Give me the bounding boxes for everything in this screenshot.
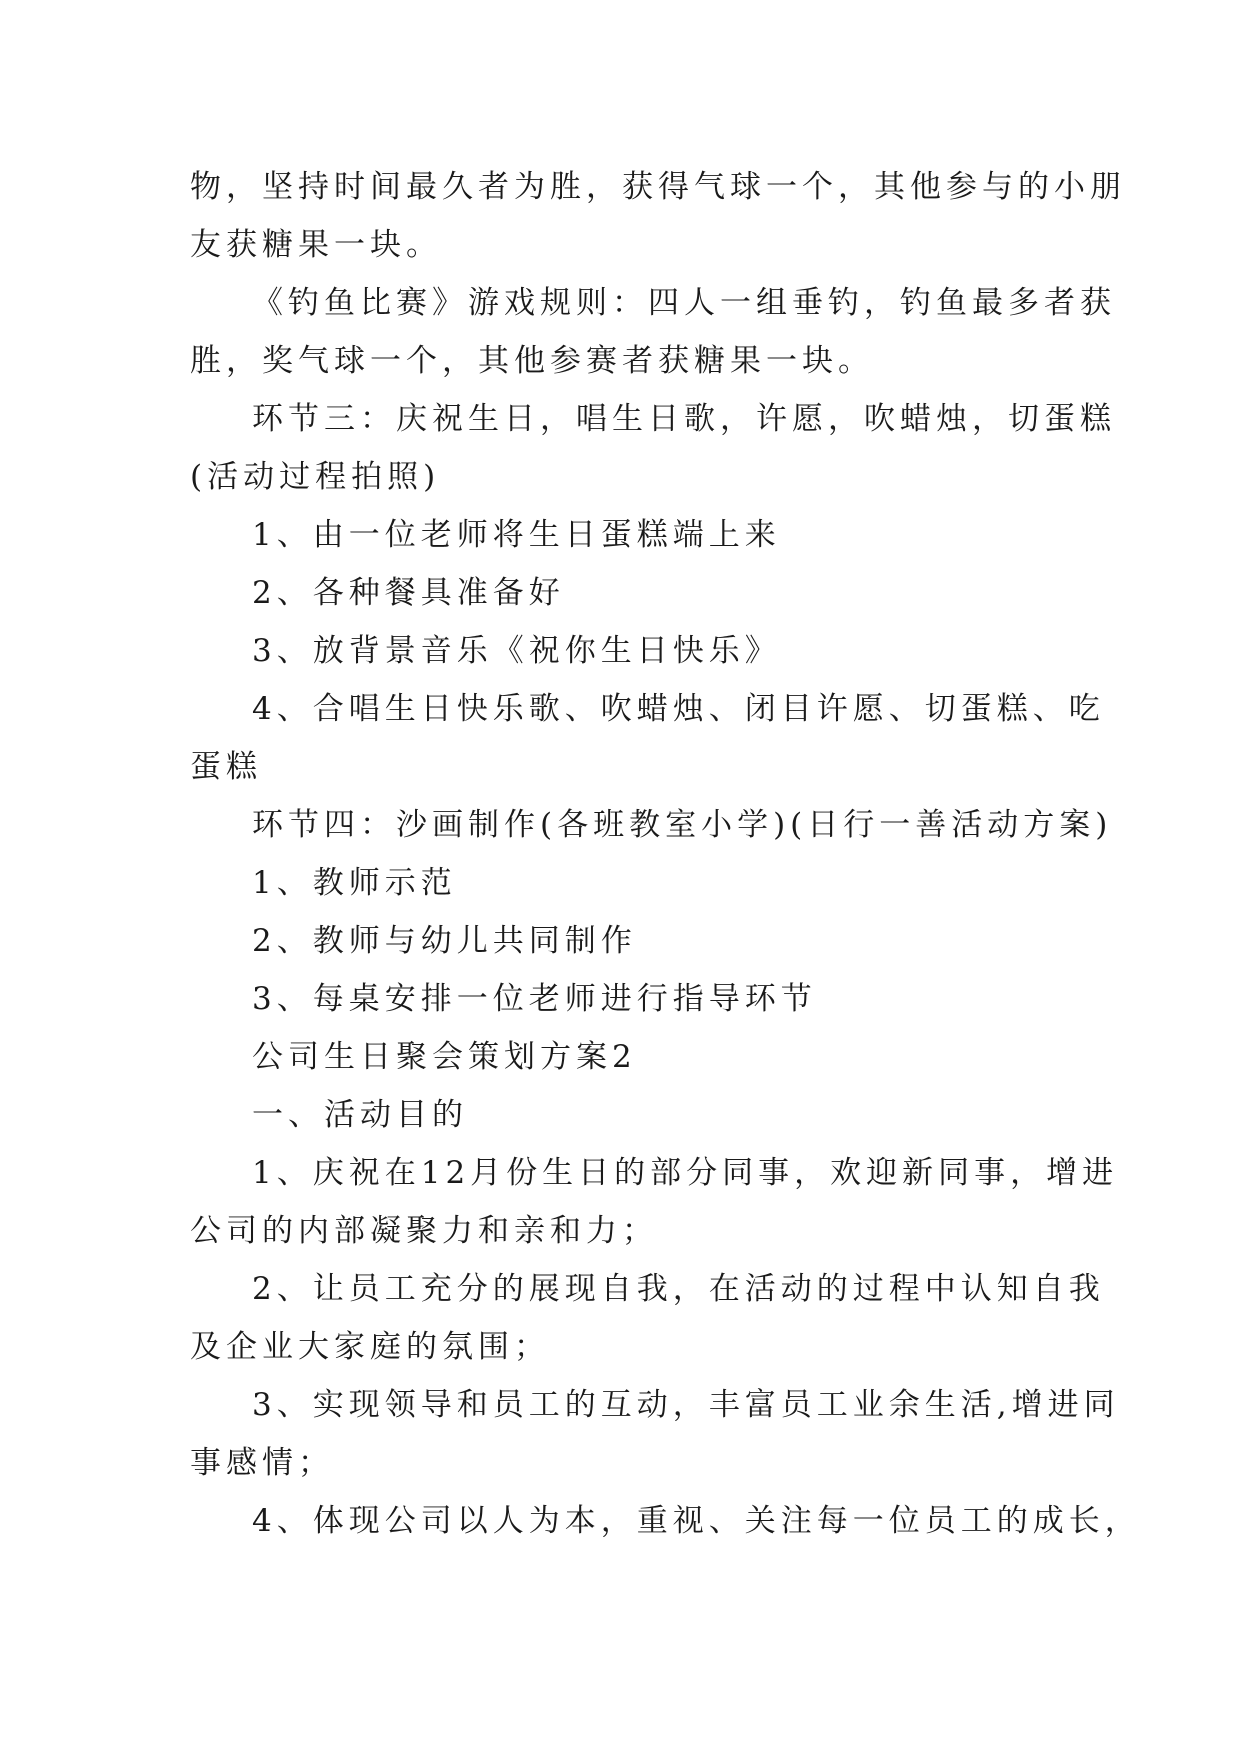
text-line: (活动过程拍照) xyxy=(190,459,441,495)
section-title: 公司生日聚会策划方案2 xyxy=(252,1039,637,1075)
text-line: 2、各种餐具准备好 xyxy=(252,575,565,611)
text-line: 事感情； xyxy=(190,1445,334,1481)
text-line: 1、由一位老师将生日蛋糕端上来 xyxy=(252,517,781,553)
document-body xyxy=(190,158,1141,1550)
text-line: 1、庆祝在12月份生日的部分同事，欢迎新同事，增进 xyxy=(252,1155,1119,1191)
text-line: 3、每桌安排一位老师进行指导环节 xyxy=(252,981,817,1017)
text-line: 环节四：沙画制作(各班教室小学)(日行一善活动方案) xyxy=(252,807,1113,843)
text-line: 3、实现领导和员工的互动，丰富员工业余生活,增进同 xyxy=(252,1387,1120,1423)
text-line: 蛋糕 xyxy=(190,749,262,785)
text-line: 2、让员工充分的展现自我，在活动的过程中认知自我 xyxy=(252,1271,1105,1307)
text-line: 2、教师与幼儿共同制作 xyxy=(252,923,637,959)
section-heading: 一、活动目的 xyxy=(252,1097,468,1133)
text-line: 《钓鱼比赛》游戏规则：四人一组垂钓，钓鱼最多者获 xyxy=(252,285,1116,321)
text-line: 及企业大家庭的氛围； xyxy=(190,1329,550,1365)
text-line: 1、教师示范 xyxy=(252,865,457,901)
text-line: 公司的内部凝聚力和亲和力； xyxy=(190,1213,658,1249)
text-line: 友获糖果一块。 xyxy=(190,227,442,263)
text-line: 物，坚持时间最久者为胜，获得气球一个，其他参与的小朋 xyxy=(190,169,1126,205)
text-line: 4、合唱生日快乐歌、吹蜡烛、闭目许愿、切蛋糕、吃 xyxy=(252,691,1105,727)
text-line: 胜，奖气球一个，其他参赛者获糖果一块。 xyxy=(190,343,874,379)
text-line: 3、放背景音乐《祝你生日快乐》 xyxy=(252,633,781,669)
text-line: 4、体现公司以人为本，重视、关注每一位员工的成长， xyxy=(252,1503,1141,1539)
text-line: 环节三：庆祝生日，唱生日歌，许愿，吹蜡烛，切蛋糕 xyxy=(252,401,1116,437)
